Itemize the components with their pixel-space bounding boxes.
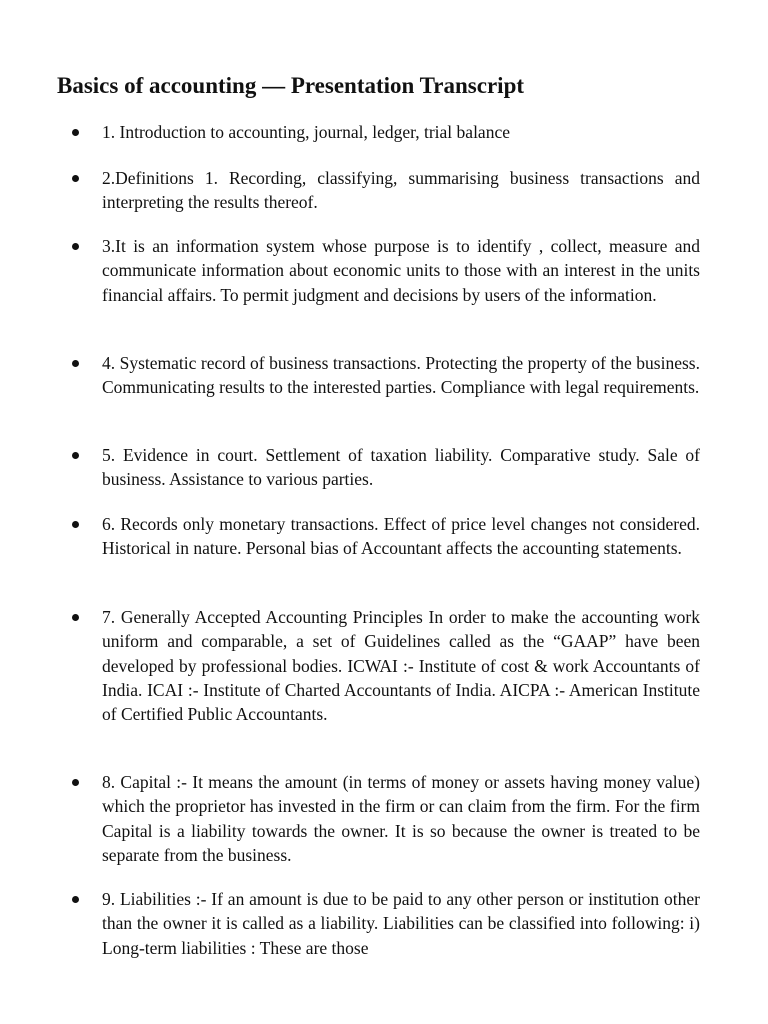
bullet-icon	[72, 360, 79, 367]
list-item-text: 5. Evidence in court. Settlement of taxation liability. Comparative study. Sale of business. Assistance to various parties.	[102, 445, 700, 490]
bullet-icon	[72, 779, 79, 786]
list-item-text: 9. Liabilities :- If an amount is due to be paid to any other person or institution other than the owner it is called as a liability. Liabilities can be classified into following: i) Long-term liabilities : These are those	[102, 889, 700, 958]
list-item-text: 1. Introduction to accounting, journal, ledger, trial balance	[102, 122, 510, 142]
list-item-text: 6. Records only monetary transactions. Effect of price level changes not considered. Historical in nature. Personal bias of Accountant affects the accounting statements.	[102, 514, 700, 559]
list-item-text: 3.It is an information system whose purpose is to identify , collect, measure and communicate information about economic units to those with an interest in the units financial affairs. To permit judgment and decisions by users of the information.	[102, 236, 700, 305]
bullet-icon	[72, 521, 79, 528]
list-item-text: 4. Systematic record of business transactions. Protecting the property of the business. Communicating results to the interested parties. Compliance with legal requirements.	[102, 353, 700, 398]
bullet-icon	[72, 614, 79, 621]
bullet-icon	[72, 896, 79, 903]
list-item-text: 8. Capital :- It means the amount (in terms of money or assets having money value) which the proprietor has invested in the firm or can claim from the firm. For the firm Capital is a liability towards the owner. It is so because the owner is treated to be separate from the business.	[102, 772, 700, 865]
page-title: Basics of accounting — Presentation Transcript	[57, 73, 525, 98]
list-item-text: 2.Definitions 1. Recording, classifying, summarising business transactions and interpreting the results thereof.	[102, 168, 700, 213]
list-item-text: 7. Generally Accepted Accounting Principles In order to make the accounting work uniform and comparable, a set of Guidelines called as the “GAAP” have been developed by professional bodies. ICWAI :- Institute of cost & work Accountants of India. ICAI :- Institute of Charted Accountants of India. AICPA :- American Institute of Certified Public Accountants.	[102, 607, 700, 725]
bullet-icon	[72, 452, 79, 459]
bullet-icon	[72, 243, 79, 250]
bullet-icon	[72, 129, 79, 136]
bullet-icon	[72, 175, 79, 182]
